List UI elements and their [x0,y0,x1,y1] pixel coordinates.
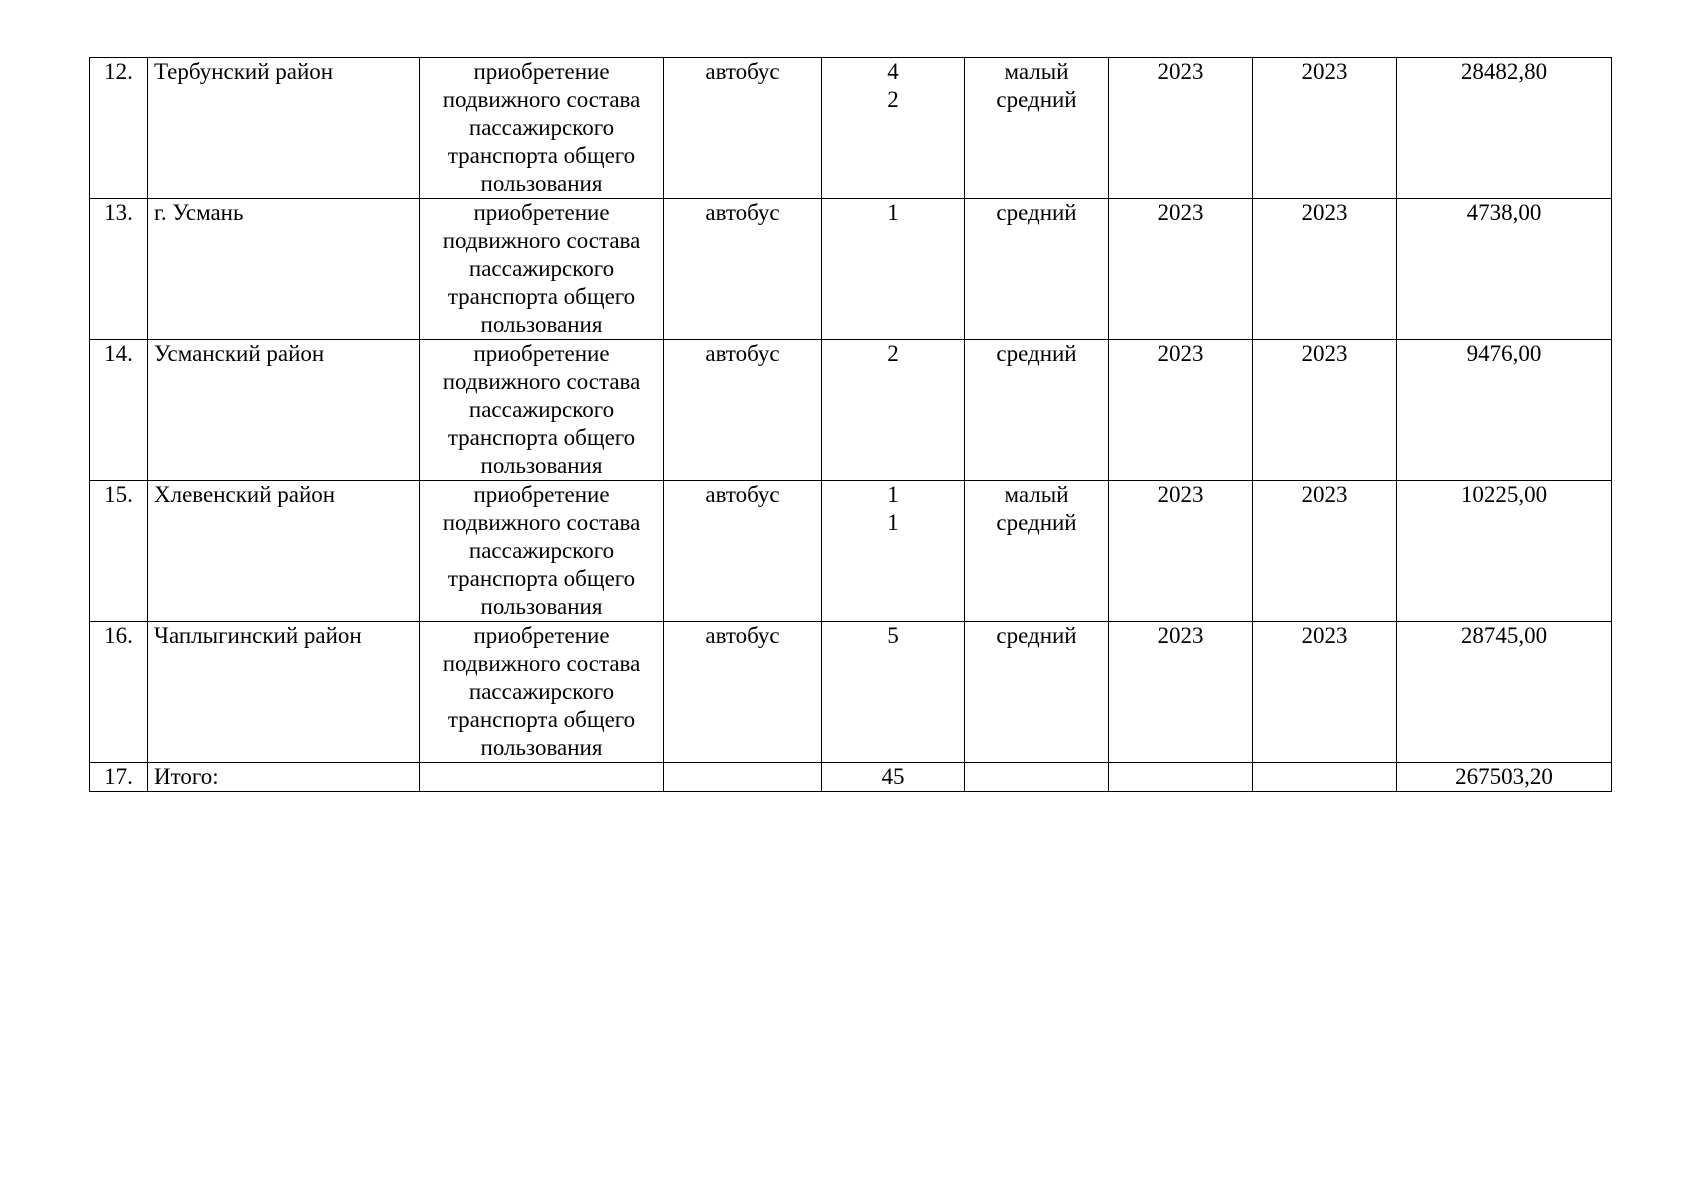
activity-description-line: транспорта общего [447,707,636,732]
activity-description [420,58,664,199]
vehicle-quantity-line: 1 [887,200,899,225]
activity-description-line: пользования [480,453,603,478]
table-row [90,199,1612,340]
table-row [90,340,1612,481]
total-row-empty-cell [965,763,1109,792]
activity-description-line: подвижного состава [442,651,641,676]
vehicle-class [965,481,1109,622]
activity-description-line: пользования [480,312,603,337]
total-row [90,763,1612,792]
activity-description-line: приобретение [473,59,610,84]
start-year: 2023 [1109,199,1253,340]
activity-description-line: подвижного состава [442,228,641,253]
total-row-label: Итого: [148,763,420,792]
activity-description-line: пользования [480,171,603,196]
amount: 10225,00 [1397,481,1612,622]
vehicle-type: автобус [664,58,822,199]
total-row-empty-cell [420,763,664,792]
start-year: 2023 [1109,481,1253,622]
activity-description-line: пассажирского [468,115,615,140]
end-year: 2023 [1253,199,1397,340]
row-number: 15. [90,481,148,622]
activity-description-line: подвижного состава [442,87,641,112]
activity-description [420,622,664,763]
district-name: Тербунский район [148,58,420,199]
vehicle-quantity-line: 5 [887,623,899,648]
amount: 4738,00 [1397,199,1612,340]
activity-description-line: подвижного состава [442,510,641,535]
activity-description [420,199,664,340]
activity-description [420,481,664,622]
vehicle-purchase-table [89,57,1612,792]
total-row-empty-cell [1253,763,1397,792]
vehicle-quantity [822,58,965,199]
total-row-number: 17. [90,763,148,792]
activity-description-line: пользования [480,735,603,760]
end-year: 2023 [1253,622,1397,763]
activity-description-line: транспорта общего [447,566,636,591]
vehicle-type: автобус [664,622,822,763]
end-year: 2023 [1253,58,1397,199]
vehicle-class-line: средний [996,200,1077,225]
district-name: Хлевенский район [148,481,420,622]
start-year: 2023 [1109,58,1253,199]
vehicle-class-line: средний [996,623,1077,648]
activity-description-line: приобретение [473,200,610,225]
amount: 9476,00 [1397,340,1612,481]
vehicle-type: автобус [664,481,822,622]
vehicle-type: автобус [664,199,822,340]
total-row-quantity: 45 [822,763,965,792]
activity-description-line: транспорта общего [447,143,636,168]
amount: 28745,00 [1397,622,1612,763]
end-year: 2023 [1253,340,1397,481]
vehicle-class-line: средний [996,87,1077,112]
vehicle-class-line: малый [1004,482,1069,507]
vehicle-type: автобус [664,340,822,481]
total-row-sum: 267503,20 [1397,763,1612,792]
vehicle-class [965,622,1109,763]
row-number: 13. [90,199,148,340]
vehicle-quantity-line: 1 [887,510,899,535]
activity-description-line: пассажирского [468,679,615,704]
start-year: 2023 [1109,340,1253,481]
activity-description-line: пассажирского [468,256,615,281]
activity-description-line: приобретение [473,482,610,507]
activity-description-line: приобретение [473,623,610,648]
table-row [90,481,1612,622]
district-name: Усманский район [148,340,420,481]
district-name: Чаплыгинский район [148,622,420,763]
total-row-empty-cell [1109,763,1253,792]
vehicle-quantity-line: 4 [887,59,899,84]
vehicle-quantity [822,622,965,763]
vehicle-class-line: малый [1004,59,1069,84]
vehicle-class [965,199,1109,340]
table-row [90,622,1612,763]
table-body [90,58,1612,792]
vehicle-class-line: средний [996,510,1077,535]
row-number: 14. [90,340,148,481]
activity-description-line: пользования [480,594,603,619]
total-row-empty-cell [664,763,822,792]
vehicle-quantity [822,199,965,340]
activity-description-line: пассажирского [468,538,615,563]
activity-description-line: подвижного состава [442,369,641,394]
end-year: 2023 [1253,481,1397,622]
activity-description-line: пассажирского [468,397,615,422]
vehicle-class [965,340,1109,481]
vehicle-quantity [822,340,965,481]
vehicle-class-line: средний [996,341,1077,366]
vehicle-quantity [822,481,965,622]
vehicle-quantity-line: 2 [887,341,899,366]
amount: 28482,80 [1397,58,1612,199]
district-name: г. Усмань [148,199,420,340]
row-number: 12. [90,58,148,199]
activity-description-line: приобретение [473,341,610,366]
vehicle-class [965,58,1109,199]
activity-description-line: транспорта общего [447,425,636,450]
vehicle-quantity-line: 1 [887,482,899,507]
table-row [90,58,1612,199]
activity-description [420,340,664,481]
vehicle-quantity-line: 2 [887,87,899,112]
row-number: 16. [90,622,148,763]
activity-description-line: транспорта общего [447,284,636,309]
start-year: 2023 [1109,622,1253,763]
